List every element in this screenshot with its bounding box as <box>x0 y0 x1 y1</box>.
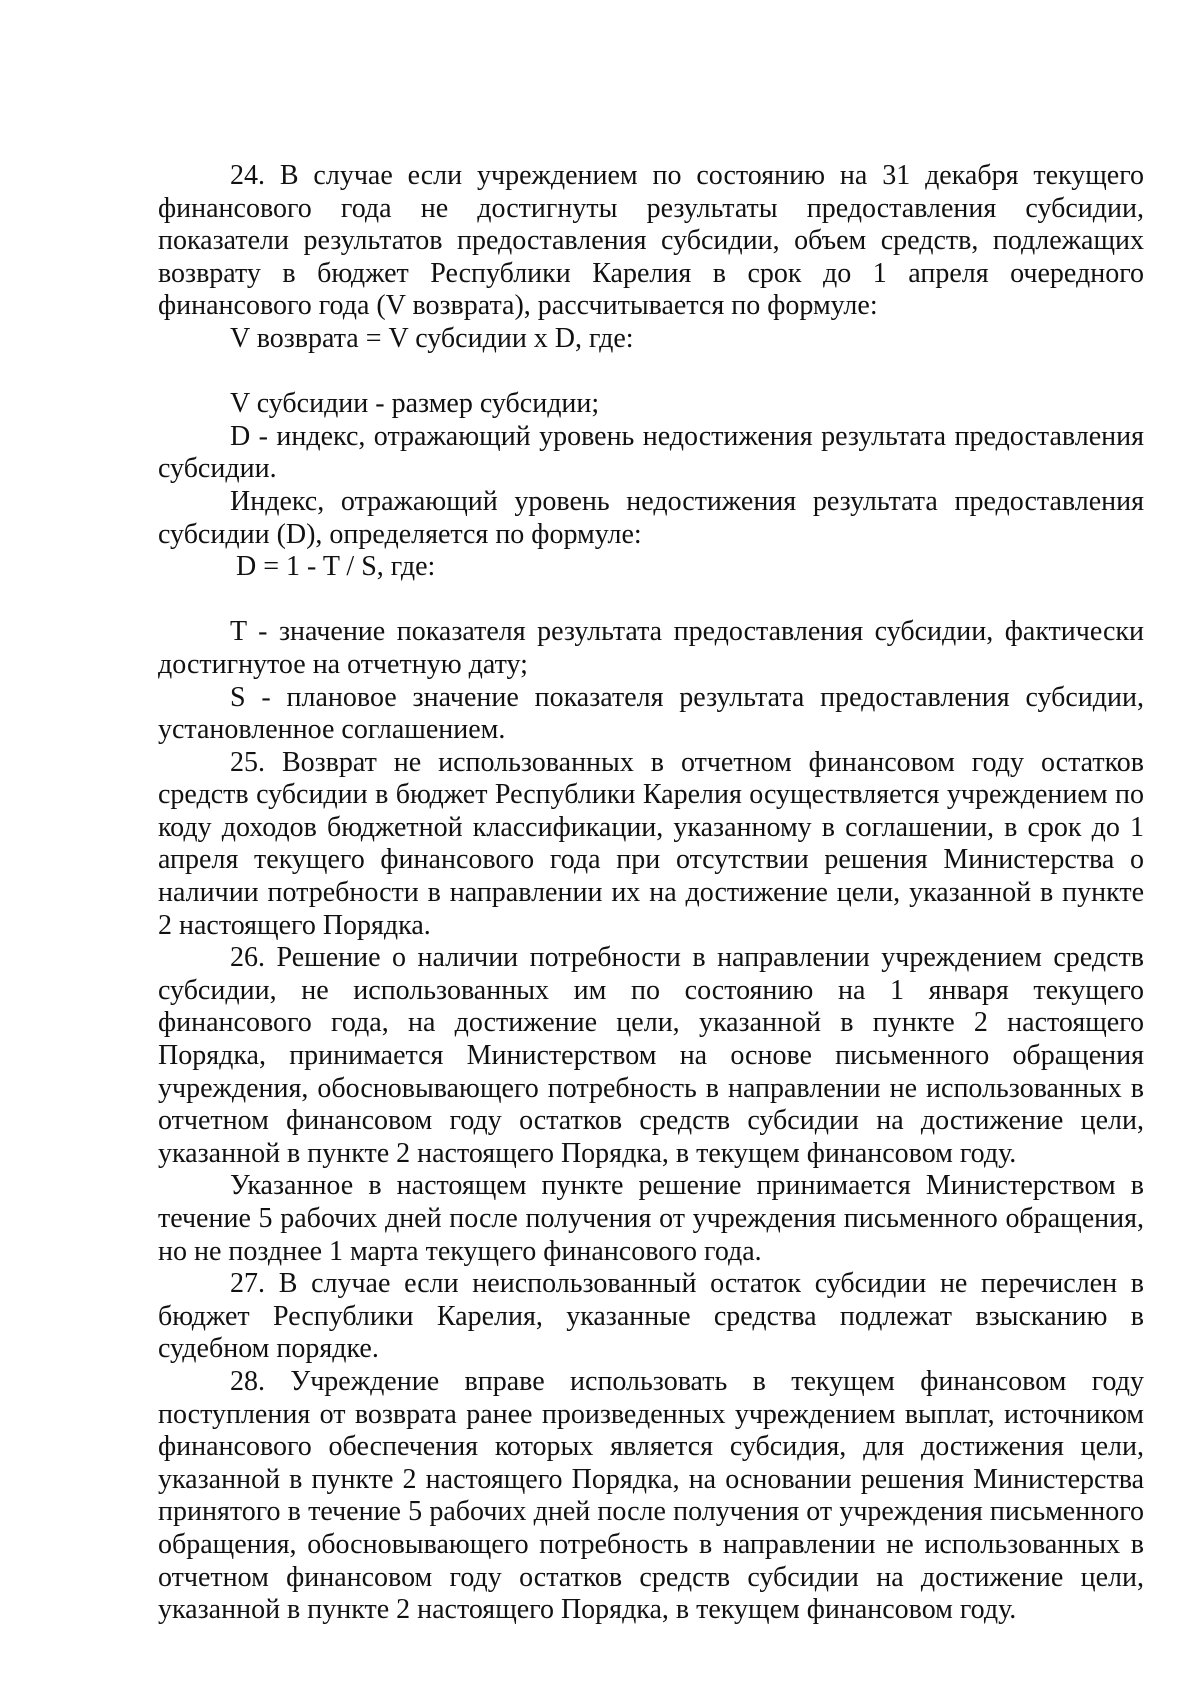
definition-v-subsidy: V субсидии - размер субсидии; <box>230 388 600 420</box>
paragraph-24: 24. В случае если учреждением по состоянию на 31 декабря текущего финансового года не достигнуты результаты предоставления субсидии, показатели результатов предоставления субсидии, объем средств, подлежащих возврату в бюджет Республики Карелия в срок до 1 апреля очередного финансового года (V возврата), рассчитывается по формуле: <box>158 160 1144 322</box>
document-page <box>158 160 1144 1627</box>
paragraph-28: 28. Учреждение вправе использовать в текущем финансовом году поступления от возврата ранее произведенных учреждением выплат, источником финансового обеспечения которых является субсидия, для достижения цели, указанной в пункте 2 настоящего Порядка, на основании решения Министерства принятого в течение 5 рабочих дней после получения от учреждения письменного обращения, обосновывающего потребность в направлении не использованных в отчетном финансовом году остатков средств субсидии на достижение цели, указанной в пункте 2 настоящего Порядка, в текущем финансовом году. <box>158 1365 1144 1626</box>
paragraph-26: 26. Решение о наличии потребности в направлении учреждением средств субсидии, не использованных им по состоянию на 1 января текущего финансового года, на достижение цели, указанной в пункте 2 настоящего Порядка, принимается Министерством на основе письменного обращения учреждения, обосновывающего потребность в направлении не использованных в отчетном финансовом году остатков средств субсидии на достижение цели, указанной в пункте 2 настоящего Порядка, в текущем финансовом году. <box>158 942 1144 1169</box>
paragraph-25: 25. Возврат не использованных в отчетном финансовом году остатков средств субсидии в бюджет Республики Карелия осуществляется учреждением по коду доходов бюджетной классификации, указанному в соглашении, в срок до 1 апреля текущего финансового года при отсутствии решения Министерства о наличии потребности в направлении их на достижение цели, указанной в пункте 2 настоящего Порядка. <box>158 746 1144 941</box>
paragraph-26-decision: Указанное в настоящем пункте решение принимается Министерством в течение 5 рабочих дней после получения от учреждения письменного обращения, но не позднее 1 марта текущего финансового года. <box>158 1170 1144 1267</box>
definition-d-index: D - индекс, отражающий уровень недостижения результата предоставления субсидии. <box>158 420 1144 485</box>
definition-t-value: T - значение показателя результата предоставления субсидии, фактически достигнутое на отчетную дату; <box>158 616 1144 680</box>
blank-line <box>158 584 1144 617</box>
blank-line <box>158 356 1144 389</box>
paragraph-index-intro: Индекс, отражающий уровень недостижения результата предоставления субсидии (D), определяется по формуле: <box>158 485 1144 550</box>
paragraph-27: 27. В случае если неиспользованный остаток субсидии не перечислен в бюджет Республики Карелия, указанные средства подлежат взысканию в судебном порядке. <box>158 1268 1144 1365</box>
formula-refund-volume: V возврата = V субсидии x D, где: <box>230 322 634 354</box>
formula-index-d: D = 1 - T / S, где: <box>236 551 436 583</box>
definition-s-value: S - плановое значение показателя результата предоставления субсидии, установленное соглашением. <box>158 681 1144 746</box>
